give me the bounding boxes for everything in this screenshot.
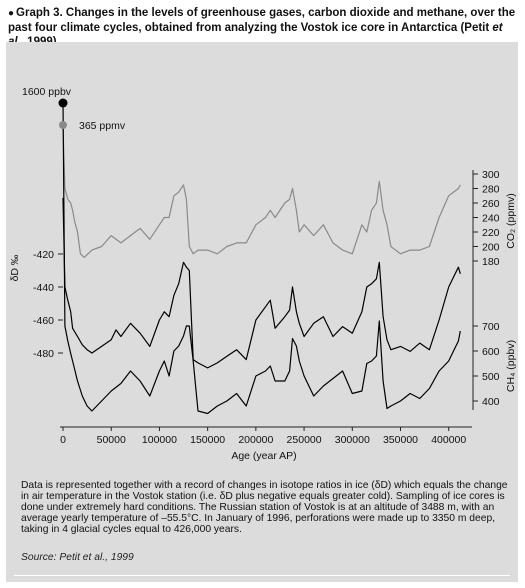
left-tick-label: -460 xyxy=(32,315,54,327)
x-tick-label: 0 xyxy=(60,434,66,446)
x-tick-label: 400000 xyxy=(431,434,467,446)
co2-present-marker xyxy=(59,121,67,129)
left-tick-label: -440 xyxy=(32,282,54,294)
caption-emphasis: et xyxy=(492,22,503,34)
co2-tick-label: 220 xyxy=(482,227,500,239)
co2-tick-label: 300 xyxy=(482,169,500,181)
co2-tick-label: 260 xyxy=(482,198,500,210)
ch4-tick-label: 500 xyxy=(482,371,500,383)
series-dd-line xyxy=(63,198,460,368)
ch4-tick-label: 400 xyxy=(482,396,500,408)
co2-tick-label: 200 xyxy=(482,241,500,254)
figure-source: Source: Petit et al., 1999 xyxy=(21,552,134,563)
x-tick-label: 50000 xyxy=(96,434,126,446)
left-tick-label: -420 xyxy=(32,249,54,261)
co2-present-label: 365 ppmv xyxy=(79,120,126,132)
source-divider xyxy=(14,575,510,576)
co2-tick-label: 240 xyxy=(482,212,500,225)
x-tick-label: 200000 xyxy=(238,434,274,446)
left-axis-label: δD ‰ xyxy=(9,254,21,282)
co2-tick-label: 280 xyxy=(482,183,500,196)
ch4-axis-label: CH₄ (ppbv) xyxy=(505,339,517,393)
figure-note: Data is represented together with a record of changes in isotope ratios in ice (δD) which equals the change in air temperature in the Vostok station (i.e. δD plus negative equals greater cold). Sampling of ice cores is done under extremely hard conditions. The Russian station of Vostok is at an altitude of 3488 m, with an average yearly temperature of –55.5°C. In January of 1996, perforations were made up to 3350 m deep, taking in 4 glacial cycles equal to 426,000 years. xyxy=(21,480,508,535)
x-tick-label: 300000 xyxy=(334,434,370,446)
x-tick-label: 150000 xyxy=(190,434,226,446)
x-tick-label: 250000 xyxy=(286,434,322,446)
ch4-tick-label: 600 xyxy=(482,346,500,358)
x-tick-label: 100000 xyxy=(141,434,177,446)
series-ch4-line xyxy=(63,101,460,414)
series-co2-line xyxy=(63,127,460,258)
x-tick-label: 350000 xyxy=(382,434,419,446)
caption-text: Graph 3. Changes in the levels of greenhouse gases, carbon dioxide and methane, over the past four climate cycles, obtained from analyzing the Vostok ice core in Antarctica (Petit xyxy=(8,7,516,34)
co2-tick-label: 180 xyxy=(482,256,500,268)
co2-axis-label: CO₂ (ppmv) xyxy=(505,193,517,249)
left-tick-label: -480 xyxy=(32,348,54,360)
ch4-present-marker xyxy=(59,99,68,108)
x-axis-label: Age (year AP) xyxy=(231,450,297,462)
caption-bullet: ● xyxy=(8,8,15,19)
ch4-present-label: 1600 ppbv xyxy=(22,86,72,98)
ch4-tick-label: 700 xyxy=(482,321,500,333)
